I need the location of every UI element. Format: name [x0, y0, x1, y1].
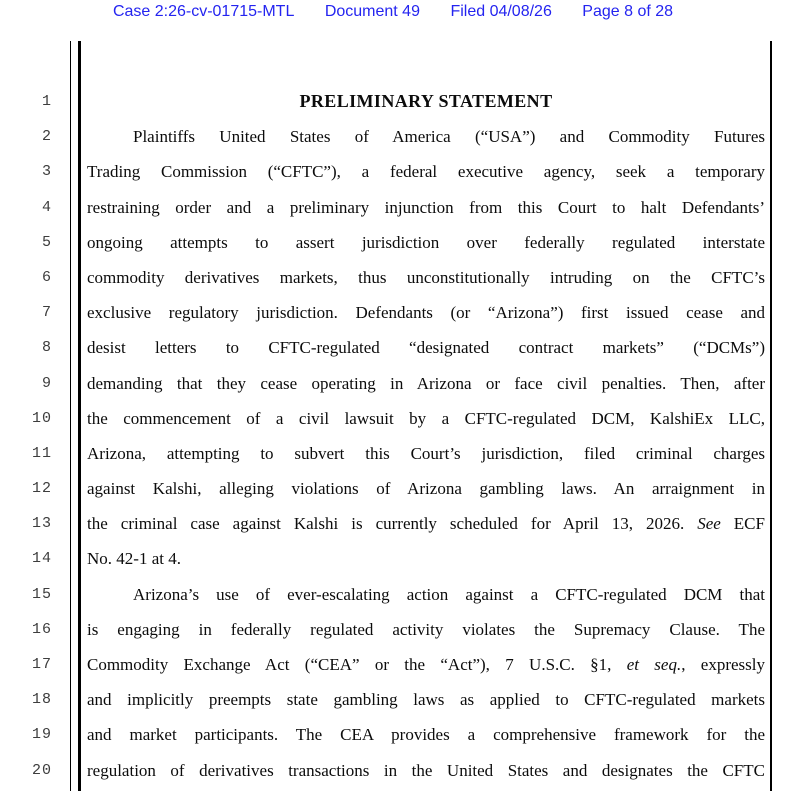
- text-line: [87, 225, 765, 260]
- text-line: [87, 260, 765, 295]
- text-segment: Arizona’s use of ever-escalating action against a CFTC-regulated DCM that: [133, 584, 765, 604]
- text-segment: the criminal case against Kalshi is currently scheduled for April 13, 2026.: [87, 514, 698, 534]
- line-number: 12: [31, 480, 52, 498]
- text-line: [87, 436, 765, 471]
- text-line: [87, 577, 765, 612]
- text-line: [87, 471, 765, 506]
- filed-date: Filed 04/08/26: [450, 3, 552, 20]
- pleading-rule-thick: [78, 41, 81, 791]
- text-segment: restraining order and a preliminary injunction from this Court to halt Defendants’: [87, 197, 765, 217]
- line-number: 2: [41, 128, 52, 146]
- text-line: [87, 647, 765, 682]
- pleading-rule-thin: [70, 41, 71, 791]
- italic-text-segment: See: [697, 514, 721, 534]
- text-segment: Commodity Exchange Act (“CEA” or the “Act”), 7 U.S.C. §1,: [87, 655, 627, 674]
- text-segment: ongoing attempts to assert jurisdiction over federally regulated interstate: [87, 232, 765, 252]
- line-number: 14: [31, 550, 52, 568]
- text-segment: Trading Commission (“CFTC”), a federal executive agency, seek a temporary: [87, 162, 765, 182]
- text-segment: PRELIMINARY STATEMENT: [299, 91, 553, 111]
- line-number: 19: [31, 726, 52, 744]
- text-line: [87, 401, 765, 436]
- ecf-stamp-header: [0, 3, 786, 21]
- text-segment: against Kalshi, alleging violations of Arizona gambling laws. An arraignment in: [87, 479, 765, 499]
- text-segment: demanding that they cease operating in Arizona or face civil penalties. Then, after: [87, 373, 765, 393]
- line-number: 4: [41, 198, 52, 216]
- line-number: 6: [41, 268, 52, 286]
- text-line: [87, 84, 765, 119]
- text-segment: and market participants. The CEA provides a comprehensive framework for the: [87, 725, 765, 745]
- text-segment: commodity derivatives markets, thus unconstitutionally intruding on the CFTC’s: [87, 267, 765, 287]
- text-line: [87, 330, 765, 365]
- line-number: 9: [41, 374, 52, 392]
- text-line: [87, 506, 765, 541]
- line-number: 20: [31, 761, 52, 779]
- pleading-rule-right: [770, 41, 772, 791]
- text-line: [87, 541, 765, 576]
- text-segment: desist letters to CFTC-regulated “designated contract markets” (“DCMs”): [87, 338, 765, 358]
- text-segment: is engaging in federally regulated activity violates the Supremacy Clause. The: [87, 619, 765, 639]
- text-line: [87, 682, 765, 717]
- text-line: [87, 295, 765, 330]
- line-number: 10: [31, 409, 52, 427]
- line-number: 15: [31, 585, 52, 603]
- text-line: [87, 612, 765, 647]
- line-number: 16: [31, 620, 52, 638]
- text-segment: regulation of derivatives transactions in the United States and designates the CFTC: [87, 760, 765, 780]
- line-number: 18: [31, 691, 52, 709]
- text-line: [87, 753, 765, 788]
- line-number: 1: [41, 93, 52, 110]
- text-segment: No. 42-1 at 4.: [87, 549, 181, 569]
- line-number-column: [0, 84, 52, 788]
- line-number: 8: [41, 339, 52, 357]
- document-number: Document 49: [324, 3, 420, 20]
- text-segment: exclusive regulatory jurisdiction. Defendants (or “Arizona”) first issued cease and: [87, 303, 765, 323]
- text-line: [87, 119, 765, 154]
- line-number: 7: [41, 304, 52, 322]
- line-number: 13: [31, 515, 52, 533]
- text-segment: Arizona, attempting to subvert this Court’s jurisdiction, filed criminal charges: [87, 443, 765, 463]
- line-number: 17: [31, 656, 52, 673]
- text-segment: Plaintiffs United States of America (“USA”) and Commodity Futures: [133, 127, 765, 147]
- text-segment: , expressly: [681, 655, 765, 674]
- pleading-text-column: [87, 84, 765, 788]
- text-segment: ECF: [720, 514, 765, 534]
- line-number: 3: [41, 163, 52, 181]
- text-line: [87, 366, 765, 401]
- line-number: 11: [31, 444, 52, 462]
- text-line: [87, 154, 765, 189]
- text-line: [87, 190, 765, 225]
- text-line: [87, 717, 765, 752]
- text-segment: the commencement of a civil lawsuit by a CFTC-regulated DCM, KalshiEx LLC,: [87, 408, 765, 428]
- line-number: 5: [41, 233, 52, 251]
- page-info: Page 8 of 28: [582, 3, 674, 20]
- text-segment: and implicitly preempts state gambling laws as applied to CFTC-regulated markets: [87, 690, 765, 710]
- italic-text-segment: et seq.: [626, 655, 682, 674]
- case-number: Case 2:26-cv-01715-MTL: [112, 3, 295, 20]
